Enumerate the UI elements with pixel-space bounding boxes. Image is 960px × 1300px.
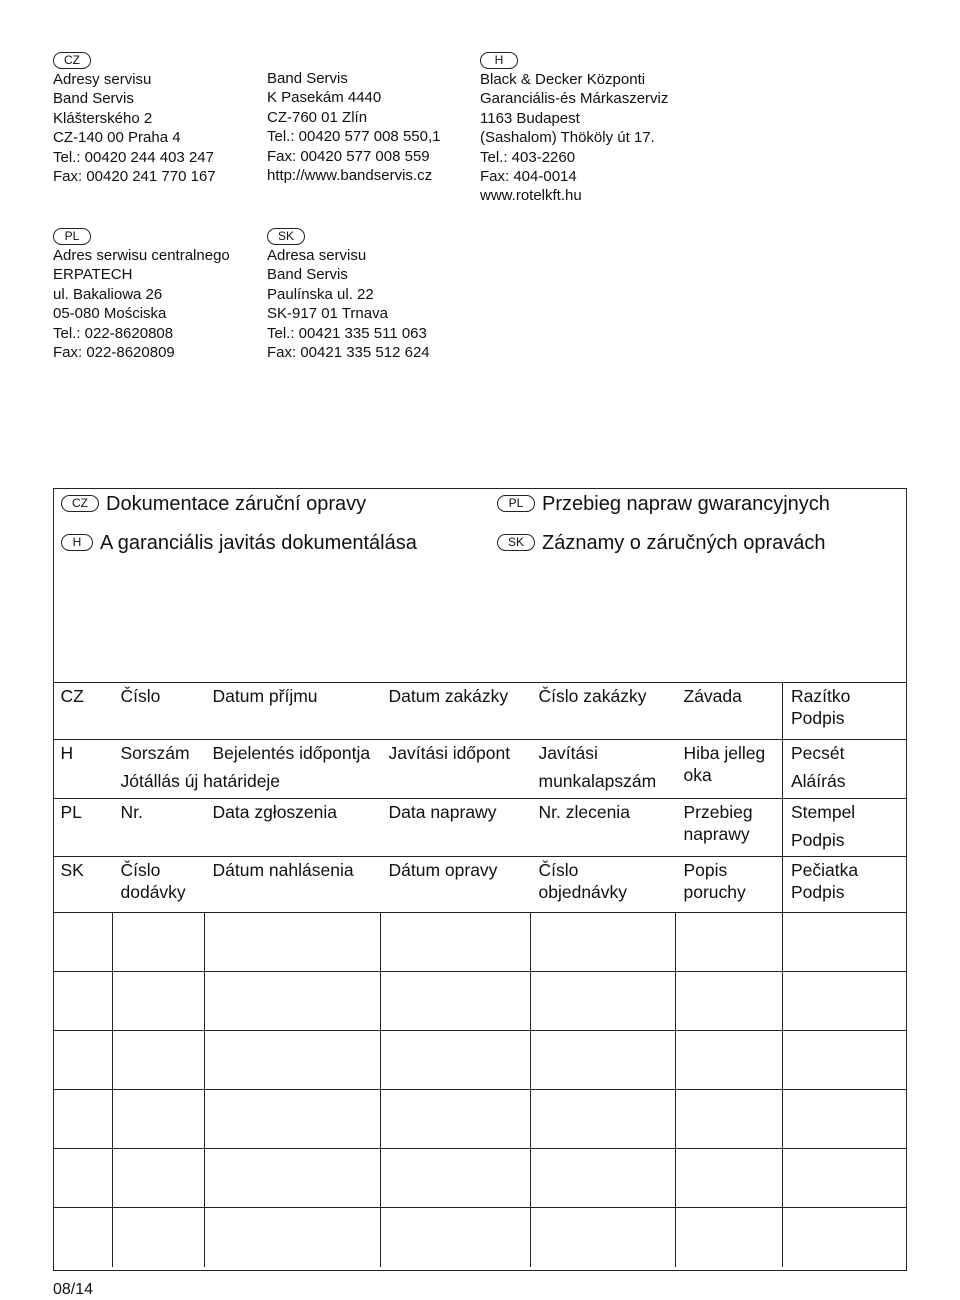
fault-label-1: Przebieg xyxy=(683,802,753,822)
table-row xyxy=(53,1090,907,1149)
column-repair-date: Dátum opravy xyxy=(381,857,531,913)
column-stamp-signature xyxy=(783,857,907,913)
country-tag-cz: CZ xyxy=(61,495,99,512)
address-line: CZ-760 01 Zlín xyxy=(267,108,368,126)
column-received-date: Data zgłoszenia xyxy=(205,799,381,857)
order-label-2: munkalapszám xyxy=(538,771,657,791)
form-title-pl xyxy=(497,492,830,516)
fault-label-2: oka xyxy=(683,765,712,785)
column-stamp-signature xyxy=(783,740,907,799)
table-row xyxy=(53,972,907,1031)
address-line: 1163 Budapest xyxy=(480,109,580,127)
country-tag-sk: SK xyxy=(497,534,535,551)
order-label-1: Javítási xyxy=(538,743,598,763)
column-number: Číslo xyxy=(113,683,205,740)
form-title-text: Dokumentace záruční opravy xyxy=(106,493,367,515)
column-fault xyxy=(676,857,783,913)
form-title-cz xyxy=(61,492,366,516)
page-code: 08/14 xyxy=(53,1281,94,1298)
fault-label-1: Popis xyxy=(683,860,728,880)
country-tag-h: H xyxy=(61,534,93,551)
address-line: Tel.: 00420 577 008 550,1 xyxy=(267,128,441,146)
column-fault xyxy=(676,740,783,799)
fault-label-1: Hiba jelleg xyxy=(683,743,766,763)
column-repair-date: Javítási időpont xyxy=(381,740,531,770)
address-line: 05-080 Mościska xyxy=(53,305,167,323)
address-line: Fax: 022-8620809 xyxy=(53,344,175,362)
stamp-label: Stempel xyxy=(791,802,856,822)
signature-label: Aláírás xyxy=(791,771,846,791)
signature-label: Podpis xyxy=(791,882,845,902)
address-line: Fax: 404-0014 xyxy=(480,168,577,186)
address-line: Fax: 00420 241 770 167 xyxy=(53,168,216,186)
column-order-number: Nr. zlecenia xyxy=(531,799,676,857)
row-language: H xyxy=(53,740,113,770)
row-language: SK xyxy=(53,857,113,913)
column-received-date: Bejelentés időpontja xyxy=(205,740,381,770)
form-title-text: Przebieg napraw gwarancyjnych xyxy=(542,493,830,515)
column-number xyxy=(113,857,205,913)
number-label-1: Číslo xyxy=(120,860,161,880)
column-stamp-signature xyxy=(783,683,907,740)
address-h xyxy=(480,50,668,206)
address-sk xyxy=(267,226,430,362)
address-line: CZ-140 00 Praha 4 xyxy=(53,129,181,147)
column-number: Sorszám xyxy=(113,740,205,770)
form-title-text: Záznamy o záručných opravách xyxy=(542,532,826,554)
form-title-h xyxy=(61,531,417,555)
repair-record-form xyxy=(53,488,907,1271)
signature-label: Podpis xyxy=(791,830,845,850)
header-row-h xyxy=(53,740,907,770)
stamp-label: Razítko xyxy=(791,686,851,706)
address-line: Tel.: 022-8620808 xyxy=(53,324,174,342)
header-row-sk xyxy=(53,857,907,913)
signature-label: Podpis xyxy=(791,708,845,728)
address-line: Band Servis xyxy=(53,90,134,108)
address-line: Adres serwisu centralnego xyxy=(53,247,230,264)
header-row-cz xyxy=(53,683,907,740)
address-line: www.rotelkft.hu xyxy=(480,187,582,205)
table-row xyxy=(53,1208,907,1267)
address-line: SK-917 01 Trnava xyxy=(267,305,388,323)
header-row-pl xyxy=(53,799,907,857)
address-line: http://www.bandservis.cz xyxy=(267,167,433,185)
address-pl xyxy=(53,226,230,362)
column-order-date: Datum zakázky xyxy=(381,683,531,740)
table-row xyxy=(53,1149,907,1208)
address-line: Klášterského 2 xyxy=(53,109,153,127)
fault-label-2: naprawy xyxy=(683,824,750,844)
column-fault xyxy=(676,799,783,857)
address-line: K Pasekám 4440 xyxy=(267,89,382,107)
country-tag-cz: CZ xyxy=(53,52,91,69)
stamp-label: Pecsét xyxy=(791,743,845,763)
address-line: Band Servis xyxy=(267,266,348,284)
address-line: ERPATECH xyxy=(53,266,133,284)
country-tag-pl: PL xyxy=(497,495,535,512)
fault-label-2: poruchy xyxy=(683,882,746,902)
empty-cell xyxy=(53,770,113,799)
column-order-number xyxy=(531,740,676,799)
form-title-sk xyxy=(497,531,825,555)
column-received-date: Datum příjmu xyxy=(205,683,381,740)
address-cz-col2 xyxy=(267,69,440,185)
table-row xyxy=(53,913,907,972)
address-line: Fax: 00420 577 008 559 xyxy=(267,147,430,165)
address-line: Adresa servisu xyxy=(267,247,367,264)
address-line: (Sashalom) Thököly út 17. xyxy=(480,129,655,147)
order-label-2: objednávky xyxy=(538,882,628,902)
column-fault: Závada xyxy=(676,683,783,740)
column-received-date: Dátum nahlásenia xyxy=(205,857,381,913)
address-cz-col1 xyxy=(53,50,216,186)
address-line: Tel.: 00420 244 403 247 xyxy=(53,148,214,166)
stamp-label: Pečiatka xyxy=(791,860,859,880)
address-line: Black & Decker Központi xyxy=(480,71,646,88)
column-repair-date: Data naprawy xyxy=(381,799,531,857)
column-order-number: Číslo zakázky xyxy=(531,683,676,740)
table-row xyxy=(53,1031,907,1090)
column-number: Nr. xyxy=(113,799,205,857)
row-language: CZ xyxy=(53,683,113,740)
country-tag-sk: SK xyxy=(267,228,305,245)
address-line: Band Servis xyxy=(267,70,348,87)
address-line: Adresy servisu xyxy=(53,71,152,88)
repair-table xyxy=(53,682,907,1267)
address-line: Tel.: 00421 335 511 063 xyxy=(267,324,427,342)
row-language: PL xyxy=(53,799,113,857)
country-tag-pl: PL xyxy=(53,228,91,245)
order-label-1: Číslo xyxy=(538,860,579,880)
number-label-2: dodávky xyxy=(120,882,186,902)
address-line: ul. Bakaliowa 26 xyxy=(53,285,163,303)
address-line: Garanciális-és Márkaszerviz xyxy=(480,90,669,108)
column-stamp-signature xyxy=(783,799,907,857)
address-line: Paulínska ul. 22 xyxy=(267,285,374,303)
country-tag-h: H xyxy=(480,52,518,69)
address-line: Fax: 00421 335 512 624 xyxy=(267,344,430,362)
form-title-text: A garanciális javitás dokumentálása xyxy=(100,532,417,554)
address-line: Tel.: 403-2260 xyxy=(480,148,576,166)
column-order-number xyxy=(531,857,676,913)
warranty-new-deadline: Jótállás új határideje xyxy=(120,770,281,791)
